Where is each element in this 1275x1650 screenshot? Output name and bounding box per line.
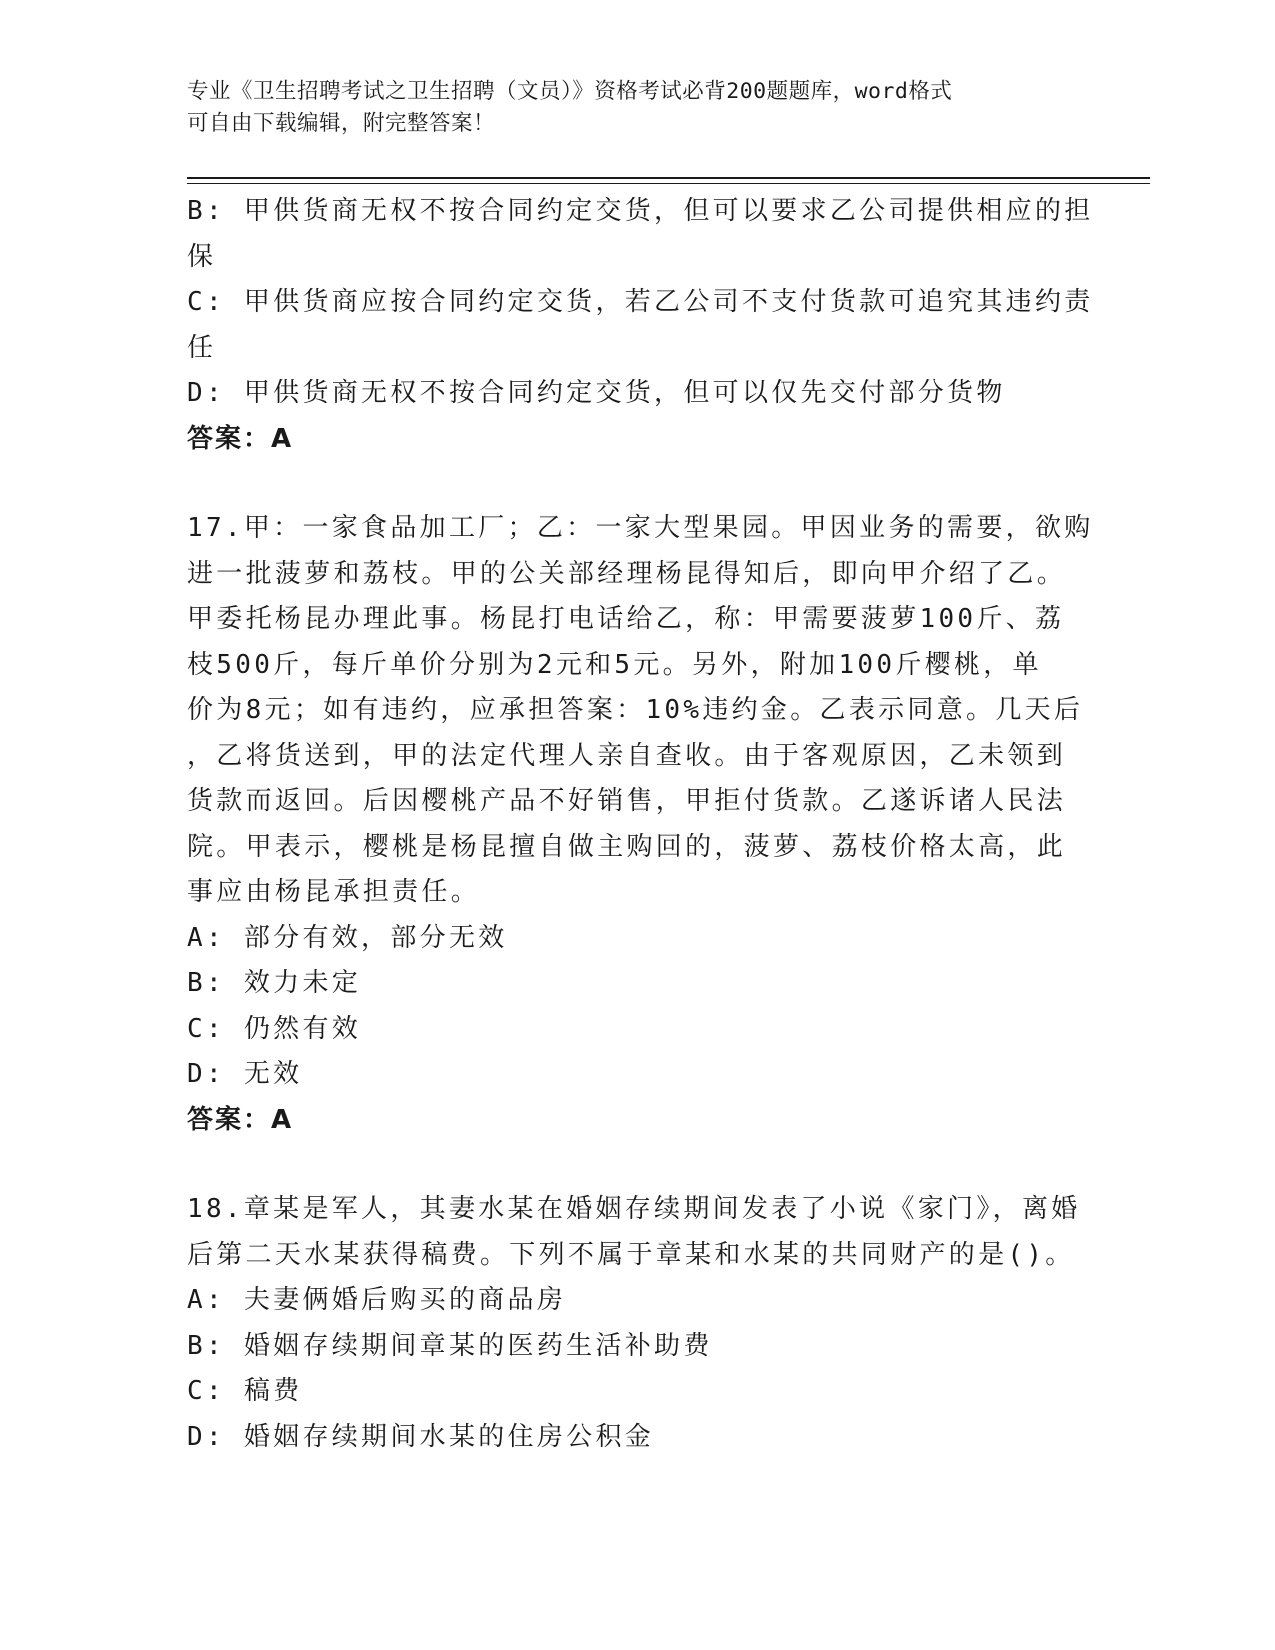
question-17-stem-line: 甲委托杨昆办理此事。杨昆打电话给乙，称：甲需要菠萝100斤、荔: [187, 604, 1065, 634]
question-17-stem-line: 枝500斤，每斤单价分别为2元和5元。另外，附加100斤樱桃，单: [187, 649, 1042, 680]
question-17-option-b: B: 效力未定: [187, 968, 362, 998]
question-17-stem-line: 货款而返回。后因樱桃产品不好销售，甲拒付货款。乙遂诉诸人民法: [187, 786, 1067, 816]
question-17-stem-line: 院。甲表示，樱桃是杨昆擅自做主购回的，菠萝、荔枝价格太高，此: [187, 831, 1067, 862]
question-17-option-c: C: 仍然有效: [187, 1013, 362, 1044]
question-18-stem-line: 18.章某是军人，其妻水某在婚姻存续期间发表了小说《家门》，离婚: [187, 1194, 1081, 1224]
question-17-stem-line: 事应由杨昆承担责任。: [187, 877, 481, 907]
option-c-line-1: C: 甲供货商应按合同约定交货，若乙公司不支付货款可追究其违约责: [187, 287, 1094, 317]
question-17-option-a: A: 部分有效，部分无效: [187, 922, 508, 953]
document-body: [187, 189, 1094, 1460]
header-divider-thin: [187, 183, 1150, 184]
question-18-option-d: D: 婚姻存续期间水某的住房公积金: [187, 1421, 655, 1452]
header-line-2: 可自由下载编辑，附完整答案！: [187, 111, 496, 136]
question-18-stem-line: 后第二天水某获得稿费。下列不属于章某和水某的共同财产的是()。: [187, 1239, 1075, 1270]
question-17-stem-line: ，乙将货送到，甲的法定代理人亲自查收。由于客观原因，乙未领到: [187, 740, 1067, 771]
previous-question-block: [187, 189, 1094, 462]
question-spacer: [187, 1143, 1087, 1187]
header-divider-thick: [187, 177, 1150, 179]
answer-label: 答案：A: [187, 423, 294, 454]
option-b-line-2: 保: [187, 241, 217, 272]
question-17-answer: 答案：A: [187, 1104, 294, 1135]
question-18-option-c: C: 稿费: [187, 1376, 303, 1406]
question-18-block: [187, 1187, 1087, 1460]
option-c-line-2: 任: [187, 332, 217, 363]
page-header: [187, 76, 1067, 140]
option-b-line-1: B: 甲供货商无权不按合同约定交货，但可以要求乙公司提供相应的担: [187, 196, 1094, 226]
question-spacer: [187, 462, 1087, 506]
header-line-1: 专业《卫生招聘考试之卫生招聘（文员）》资格考试必背200题题库，word格式: [187, 79, 953, 104]
question-17-stem-line: 价为8元；如有违约，应承担答案：10%违约金。乙表示同意。几天后: [187, 695, 1084, 725]
question-18-option-a: A: 夫妻俩婚后购买的商品房: [187, 1285, 567, 1315]
question-17-block: [187, 506, 1094, 1143]
question-17-stem-line: 17.甲：一家食品加工厂；乙：一家大型果园。甲因业务的需要，欲购: [187, 513, 1094, 543]
option-d: D: 甲供货商无权不按合同约定交货，但可以仅先交付部分货物: [187, 378, 1006, 408]
question-18-option-b: B: 婚姻存续期间章某的医药生活补助费: [187, 1330, 713, 1361]
question-17-option-d: D: 无效: [187, 1059, 303, 1089]
question-17-stem-line: 进一批菠萝和荔枝。甲的公关部经理杨昆得知后，即向甲介绍了乙。: [187, 558, 1067, 589]
